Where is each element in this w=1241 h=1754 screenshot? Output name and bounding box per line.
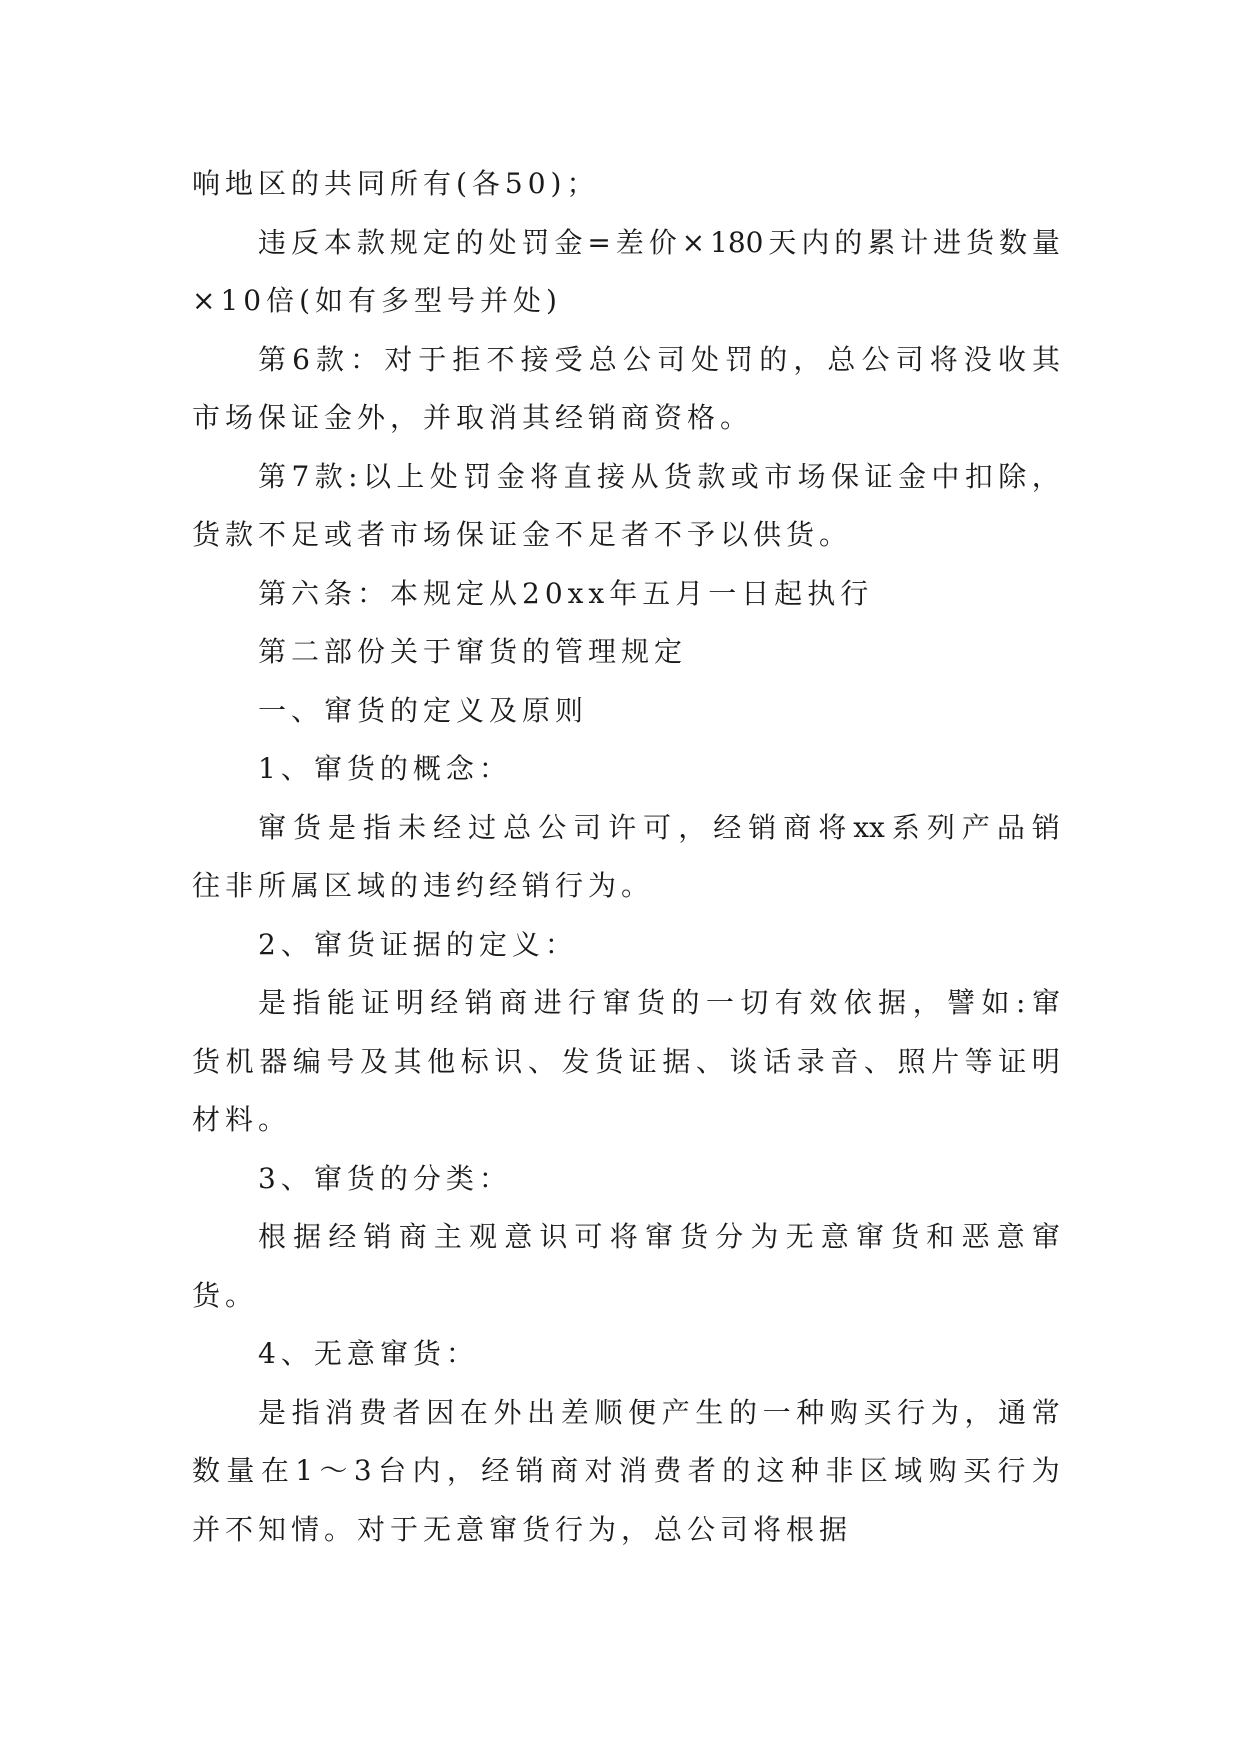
text-line: 3、窜货的分类： — [258, 1161, 512, 1195]
text-line: 市场保证金外，并取消其经销商资格。 — [192, 401, 754, 434]
text-line: 货 机 器 编 号 及 其 他 标 识 、 发 货 证 据 、 谈 话 录 音 、 照 片 等 证 明 — [192, 1044, 1060, 1078]
text-line: 货。 — [192, 1278, 259, 1312]
text-line: 并不知情。对于无意窜货行为，总公司将根据 — [192, 1512, 853, 1546]
text-line: 第六条：本规定从20xx年五月一日起执行 — [258, 576, 874, 610]
text-line: 数 量 在 1 ～ 3 台 内 ， 经 销 商 对 消 费 者 的 这 种 非 区 域 购 买 行 为 — [192, 1454, 1060, 1487]
text-line: 材料。 — [192, 1103, 292, 1136]
text-line: 第 7 款 : 以 上 处 罚 金 将 直 接 从 货 款 或 市 场 保 证 金 中 扣 除 ， — [258, 459, 1060, 493]
text-line: 第二部份关于窜货的管理规定 — [258, 635, 688, 668]
text-line: 第 6 款 ： 对 于 拒 不 接 受 总 公 司 处 罚 的 ， 总 公 司 将 没 收 其 — [258, 342, 1060, 376]
document-body — [192, 155, 1060, 1559]
text-line: 违 反 本 款 规 定 的 处 罚 金 = 差 价 × 180 天 内 的 累 计 进 货 数 量 — [258, 225, 1060, 259]
text-line: 一、窜货的定义及原则 — [258, 693, 589, 727]
text-line: 是 指 能 证 明 经 销 商 进 行 窜 货 的 一 切 有 效 依 据 ， 譬 如 : 窜 — [258, 986, 1060, 1019]
text-line: 往非所属区域的违约经销行为。 — [192, 869, 655, 902]
text-line: 货款不足或者市场保证金不足者不予以供货。 — [192, 518, 853, 551]
text-line: ×10倍(如有多型号并处) — [192, 284, 562, 317]
text-line: 根 据 经 销 商 主 观 意 识 可 将 窜 货 分 为 无 意 窜 货 和 恶 意 窜 — [258, 1220, 1060, 1253]
text-line: 1、窜货的概念： — [258, 752, 512, 785]
text-line: 2、窜货证据的定义： — [258, 927, 578, 961]
text-line: 是 指 消 费 者 因 在 外 出 差 顺 便 产 生 的 一 种 购 买 行 为 ， 通 常 — [258, 1395, 1060, 1429]
text-line: 响地区的共同所有(各50)； — [192, 167, 600, 200]
text-line: 窜 货 是 指 未 经 过 总 公 司 许 可 ， 经 销 商 将 xx 系 列 产 品 销 — [258, 810, 1060, 844]
text-line: 4、无意窜货： — [258, 1337, 479, 1370]
